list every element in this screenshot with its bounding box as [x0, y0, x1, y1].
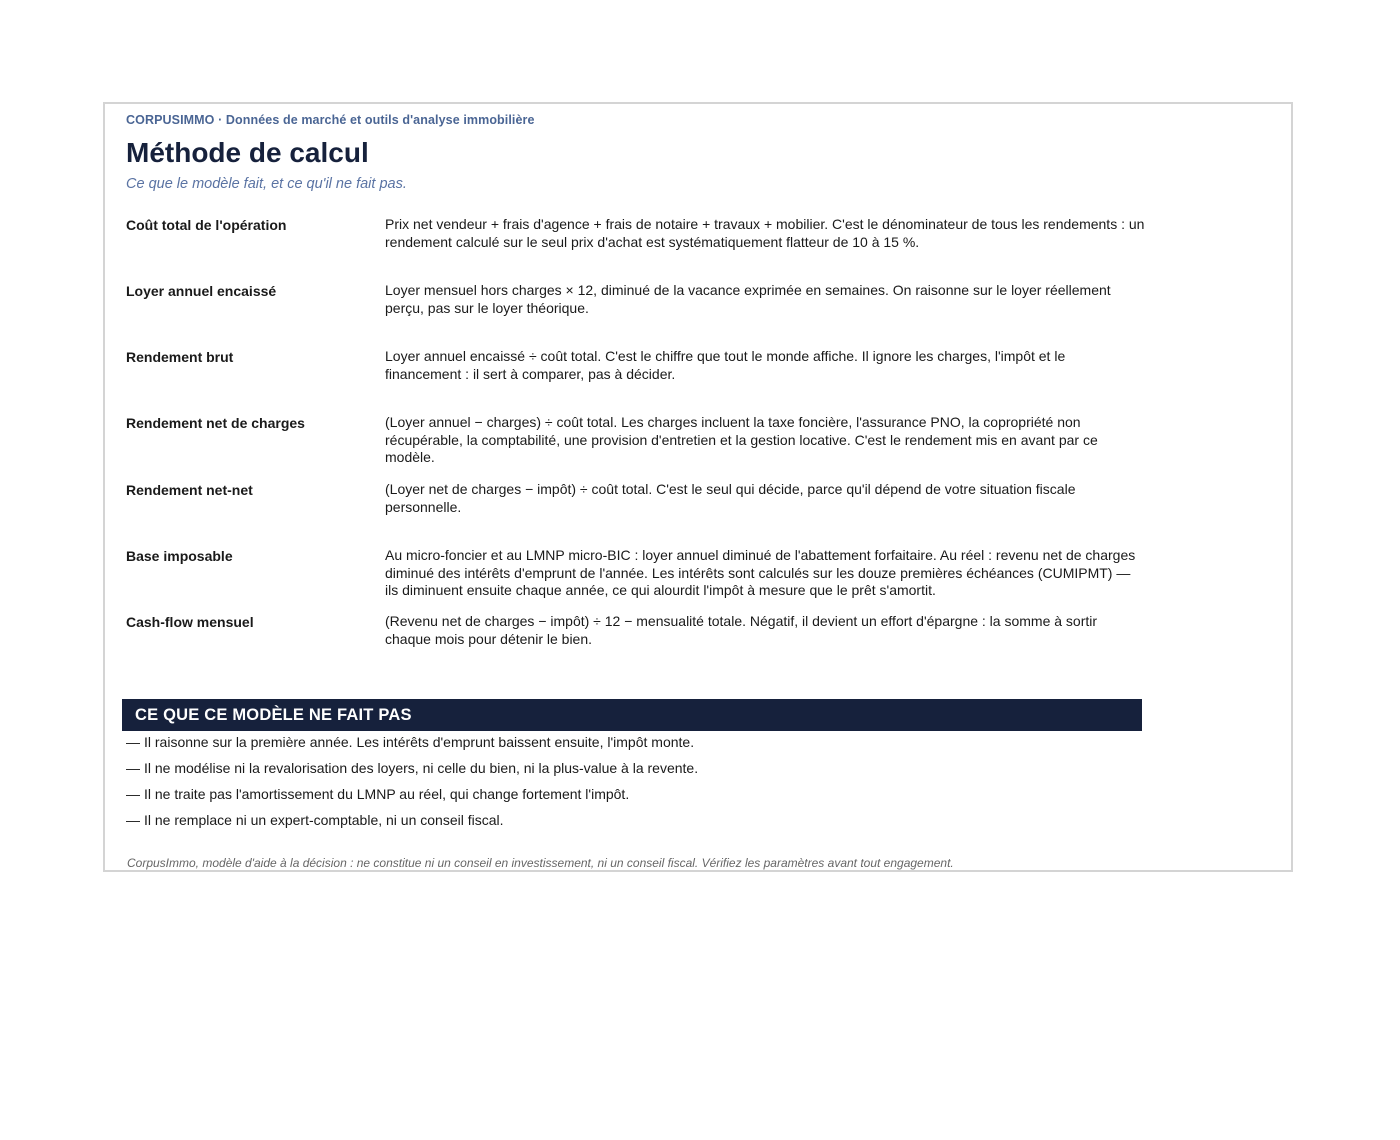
limit-text: Il ne traite pas l'amortissement du LMNP au réel, qui change fortement l'impôt.	[144, 786, 630, 802]
method-sheet	[103, 102, 1293, 872]
limits-list	[126, 734, 698, 838]
definition-term: Cash-flow mensuel	[126, 614, 254, 630]
page-title: Méthode de calcul	[126, 137, 369, 168]
definition-term: Loyer annuel encaissé	[126, 283, 277, 299]
limit-text: Il ne modélise ni la revalorisation des loyers, ni celle du bien, ni la plus-value à la revente.	[144, 760, 699, 776]
definition-description: Loyer mensuel hors charges × 12, diminué de la vacance exprimée en semaines. On raisonne sur le loyer réellement perçu, pas sur le loyer théorique.	[385, 282, 1111, 316]
limit-item	[126, 760, 698, 786]
definition-row	[126, 414, 1146, 472]
dash-bullet: —	[126, 786, 140, 802]
limit-text: Il ne remplace ni un expert-comptable, ni un conseil fiscal.	[144, 812, 504, 828]
definition-term: Rendement net de charges	[126, 415, 305, 431]
dash-bullet: —	[126, 812, 140, 828]
disclaimer-footer: CorpusImmo, modèle d'aide à la décision : ne constitue ni un conseil en investissement, ni un conseil fiscal. Vérifiez les paramètres avant tout engagement.	[127, 856, 954, 870]
definition-term: Coût total de l'opération	[126, 217, 287, 233]
dash-bullet: —	[126, 760, 140, 776]
brand-line: CORPUSIMMO · Données de marché et outils d'analyse immobilière	[126, 113, 535, 127]
limit-text: Il raisonne sur la première année. Les intérêts d'emprunt baissent ensuite, l'impôt monte.	[144, 734, 695, 750]
dash-bullet: —	[126, 734, 140, 750]
definition-description: (Revenu net de charges − impôt) ÷ 12 − mensualité totale. Négatif, il devient un effort d'épargne : la somme à sortir chaque mois pour détenir le bien.	[385, 613, 1098, 647]
definition-term: Rendement brut	[126, 349, 234, 365]
limit-item	[126, 734, 698, 760]
definition-description: (Loyer annuel − charges) ÷ coût total. Les charges incluent la taxe foncière, l'assurance PNO, la copropriété non récupérable, la comptabilité, une provision d'entretien et la gestion locative. C'est le rendement mis en avant par ce modèle.	[385, 414, 1098, 465]
definition-row	[126, 282, 1146, 340]
page-subtitle: Ce que le modèle fait, et ce qu'il ne fait pas.	[126, 176, 407, 192]
limit-item	[126, 812, 698, 838]
limit-item	[126, 786, 698, 812]
definition-description: Au micro-foncier et au LMNP micro-BIC : loyer annuel diminué de l'abattement forfaitaire. Au réel : revenu net de charges diminué des intérêts d'emprunt de l'année. Les intérêts sont calculés sur les douze premières échéances (CUMIPMT) — ils diminuent ensuite chaque année, ce qui alourdit l'impôt à mesure que le prêt s'amortit.	[385, 547, 1136, 598]
definition-row	[126, 613, 1146, 671]
definition-description: Prix net vendeur + frais d'agence + frais de notaire + travaux + mobilier. C'est le dénominateur de tous les rendements : un rendement calculé sur le seul prix d'achat est systématiquement flatteur de 10 à 15 %.	[385, 216, 1145, 250]
definition-description: (Loyer net de charges − impôt) ÷ coût total. C'est le seul qui décide, parce qu'il dépend de votre situation fiscale personnelle.	[385, 481, 1076, 515]
definition-row	[126, 216, 1146, 274]
definition-term: Rendement net-net	[126, 482, 253, 498]
definition-term: Base imposable	[126, 548, 233, 564]
definition-row	[126, 481, 1146, 539]
definition-row	[126, 348, 1146, 406]
definition-description: Loyer annuel encaissé ÷ coût total. C'est le chiffre que tout le monde affiche. Il ignore les charges, l'impôt et le financement : il sert à comparer, pas à décider.	[385, 348, 1066, 382]
definition-row	[126, 547, 1146, 607]
limits-heading: CE QUE CE MODÈLE NE FAIT PAS	[122, 699, 1142, 731]
